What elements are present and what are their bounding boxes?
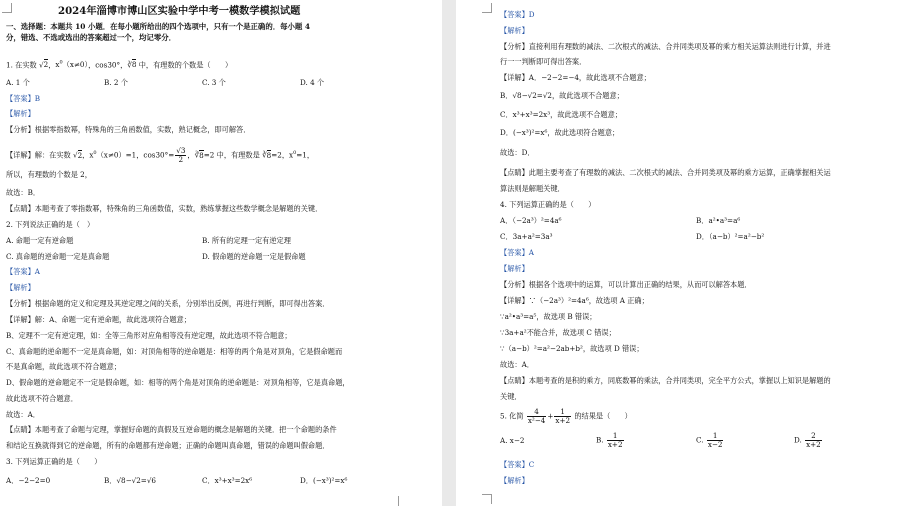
q1-detail-cont: 所以，有理数的个数是 2， — [6, 170, 92, 179]
section-heading: 一、选择题：本题共 10 小题．在每小题所给出的四个选项中，只有一个是正确的．每小题 4 — [6, 22, 310, 31]
q1-option-b: B. 2 个 — [104, 78, 128, 87]
section-heading-cont: 分，错选、不选或选出的答案超过一个，均记零分． — [6, 33, 176, 42]
q2-detail-line: D、假命题的逆命题定不一定是假命题，如：相等的两个角是对顶角的逆命题是：对顶角相等，它是真命题， — [6, 378, 350, 387]
q4-detail-line: ∵a²•a³=a⁵，故选项 B 错误； — [500, 312, 597, 321]
q4-option-a: A．（−2a³）²=4a⁶ — [500, 216, 562, 225]
q1-option-d: D. 4 个 — [300, 78, 325, 87]
q1-detail: 【详解】解：在实数 √2，$x^0(x\ne 0)=1$，cos30°= $\frac{√3}{2}$ ，∛8=2 中，有理数是 ∛8=2，$x^0=1$， — [6, 146, 315, 164]
q3-detail-line: B．√8−√2=√2，故此选项不合题意； — [500, 91, 624, 100]
page-gap — [442, 0, 456, 506]
q1-analysis-tag: 【解析】 — [6, 109, 35, 118]
q4-detail-line: ∵（a−b）²=a²−2ab+b²，故选项 D 错误； — [500, 344, 644, 353]
q4-analysis-tag: 【解析】 — [500, 264, 529, 273]
document-page-right — [456, 0, 900, 506]
q2-comment: 【点睛】本题考查了命题与定理，掌握好命题的真假及互逆命题的概念是解题的关键．把一个命题的条件 — [6, 425, 337, 434]
q1-option-a: A. 1 个 — [6, 78, 30, 87]
q3-comment-cont: 算法则是解题关键． — [500, 184, 565, 193]
q3-option-b: B．√8−√2=√6 — [104, 476, 156, 485]
crop-mark — [482, 494, 492, 504]
q2-option-d: D. 假命题的逆命题一定是假命题 — [202, 252, 306, 261]
q2-comment-cont: 和结论互换就得到它的逆命题，所有的命题都有逆命题；正确的命题叫真命题，错误的命题叫假命题． — [6, 441, 330, 450]
q4-conclusion: 故选：A． — [500, 360, 534, 369]
q2-detail-line: C、真命题的逆命题不一定是真命题，如：对顶角相等的逆命题是：相等的两个角是对顶角，它是假命题而 — [6, 347, 343, 356]
page-title: 2024年淄博市博山区实验中学中考一模数学模拟试题 — [58, 5, 301, 17]
crop-mark — [482, 3, 492, 13]
q1-conclusion: 故选：B． — [6, 188, 41, 197]
q3-conclusion: 故选：D． — [500, 148, 535, 157]
q3-option-c: C．x³+x³=2x⁶ — [202, 476, 253, 485]
q5-answer: 【答案】C — [500, 460, 535, 469]
q2-analysis: 【分析】根据命题的定义和定理及其逆定理之间的关系，分别举出反例，再进行判断，即可得出答案． — [6, 299, 330, 308]
q3-option-a: A．−2−2=0 — [6, 476, 51, 485]
q2-answer: 【答案】A — [6, 267, 40, 276]
q1-analysis: 【分析】根据零指数幂，特殊角的三角函数值，实数，熟记概念，即可解答． — [6, 125, 251, 134]
q4-option-b: B．a²•a³=a⁶ — [696, 216, 741, 225]
q2-option-c: C. 真命题的逆命题一定是真命题 — [6, 252, 110, 261]
q3-analysis: 【分析】直接利用有理数的减法、二次根式的减法、合并同类项及幂的乘方相关运算法则进行计算，并进 — [500, 42, 831, 51]
question-4-stem: 4. 下列运算正确的是（ ） — [500, 200, 596, 209]
q2-detail-line: B、定理不一定有逆定理，如：全等三角形对应角相等没有逆定理，故此选项不符合题意； — [6, 331, 292, 340]
q5-option-a: A. x−2 — [500, 436, 525, 445]
q2-option-b: B. 所有的定理一定有逆定理 — [202, 236, 291, 245]
q2-conclusion: 故选：A． — [6, 410, 40, 419]
q3-analysis-tag: 【解析】 — [500, 26, 529, 35]
q2-detail-line: 不是真命题，故此选项不符合题意； — [6, 362, 122, 371]
question-5-stem: 5. 化简 $\frac{4}{\text{x²−4}}$ + $\frac{1}{x+2}$ 的结果是（ ） — [500, 407, 632, 425]
q2-option-a: A. 命题一定有逆命题 — [6, 236, 74, 245]
q1-answer: 【答案】B — [6, 94, 41, 103]
q4-option-d: D．（a−b）²=a²−b² — [696, 232, 765, 241]
q2-detail-line: 【详解】解：A、命题一定有逆命题，故此选项符合题意； — [6, 315, 191, 324]
q4-analysis: 【分析】根据各个选项中的运算，可以计算出正确的结果，从而可以解答本题． — [500, 280, 752, 289]
crop-mark — [398, 496, 399, 506]
q1-comment: 【点睛】本题考查了零指数幂，特殊角的三角函数值，实数，熟练掌握这些数学概念是解题的关键． — [6, 204, 323, 213]
q4-option-c: C．3a+a²=3a³ — [500, 232, 553, 241]
question-2-stem: 2. 下列说法正确的是（ ） — [6, 220, 95, 229]
document-page-left — [0, 0, 442, 506]
q3-analysis-cont: 行一一判断即可得出答案． — [500, 57, 587, 66]
question-1-stem: 1. 在实数 √2，$x^0(x\ne 0)$，cos30°，∛8 中，有理数的个数是（ ） — [6, 60, 233, 70]
q2-analysis-tag: 【解析】 — [6, 283, 35, 292]
q3-detail-line: 【详解】A．−2−2=−4，故此选项不合题意； — [500, 73, 651, 82]
q3-detail-line: C．x³+x³=2x³，故此选项不合题意； — [500, 110, 622, 119]
crop-mark — [2, 3, 12, 13]
q5-option-d: D. $\frac{2}{x+2}$ — [794, 431, 821, 449]
q4-detail-line: ∵3a+a²不能合并，故选项 C 错误； — [500, 328, 616, 337]
q5-analysis-tag: 【解析】 — [500, 476, 529, 485]
q1-option-c: C. 3 个 — [202, 78, 226, 87]
q3-option-d: D．(−x³)²=x⁶ — [300, 476, 348, 485]
q3-answer: 【答案】D — [500, 10, 535, 19]
q5-option-c: C. $\frac{1}{x-2}$ — [696, 431, 723, 449]
question-3-stem: 3. 下列运算正确的是（ ） — [6, 457, 102, 466]
q2-detail-line: 故此选项不符合题意． — [6, 394, 78, 403]
q4-comment: 【点睛】本题考查的是积的乘方，同底数幂的乘法，合并同类项，完全平方公式，掌握以上知识是解题的 — [500, 376, 831, 385]
q4-detail-line: 【详解】∵（−2a³）²=4a⁶，故选项 A 正确； — [500, 296, 649, 305]
q3-detail-line: D．(−x³)²=x⁶，故此选项符合题意； — [500, 128, 620, 137]
q5-option-b: B. $\frac{1}{x+2}$ — [596, 431, 623, 449]
q4-comment-cont: 关键． — [500, 392, 522, 401]
q3-comment: 【点睛】此题主要考查了有理数的减法、二次根式的减法、合并同类项及幂的乘方运算，正确掌握相关运 — [500, 168, 831, 177]
q4-answer: 【答案】A — [500, 248, 534, 257]
